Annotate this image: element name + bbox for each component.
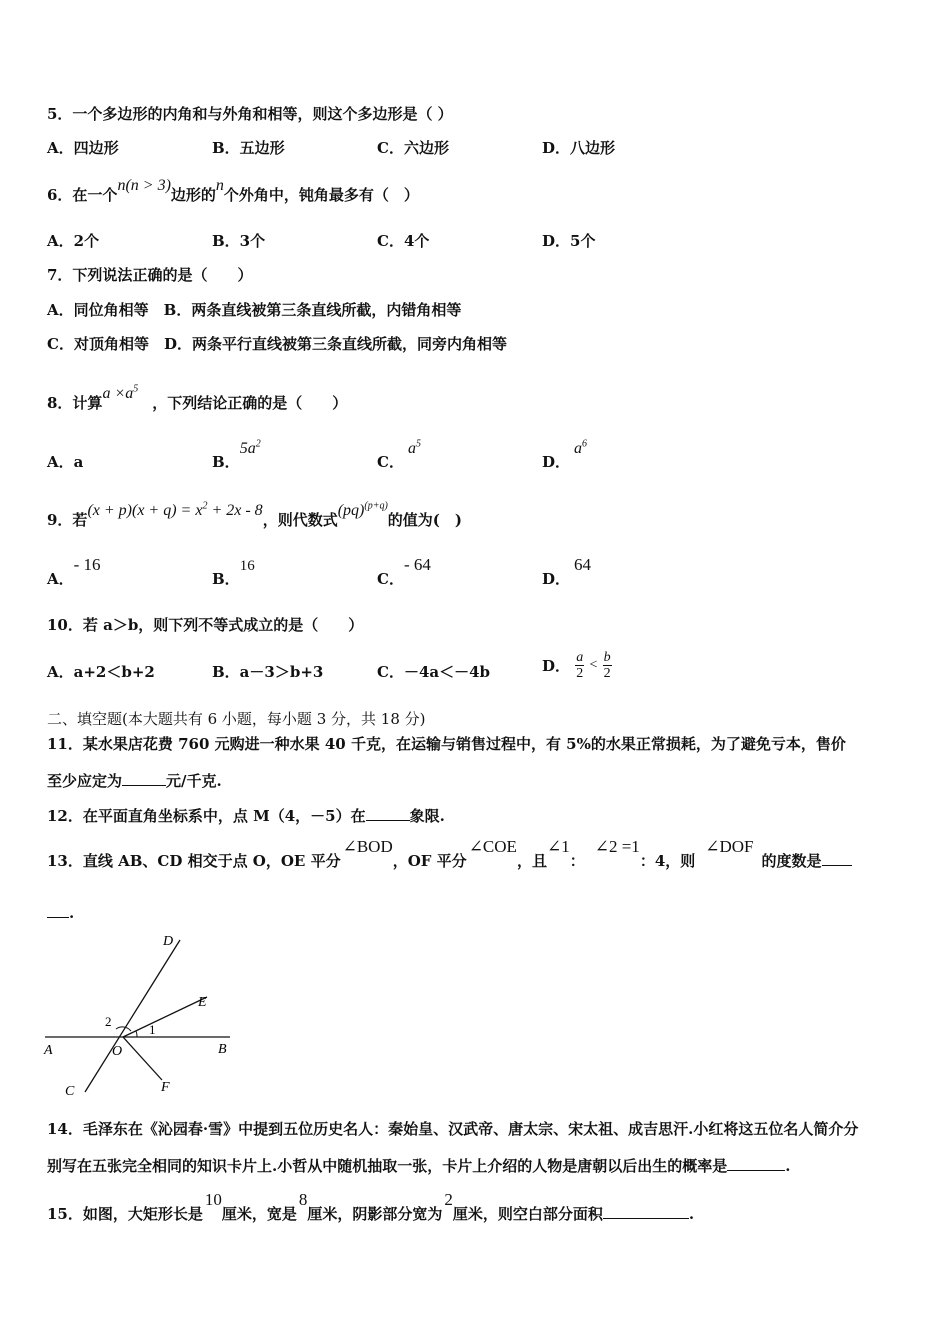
- q10-option-a: A．a+2＜b+2: [47, 663, 155, 681]
- label-o: O: [112, 1044, 123, 1059]
- q15-tail: .: [688, 1205, 695, 1223]
- q9-option-d: [542, 555, 592, 589]
- q15-part4: 厘米，则空白部分面积: [452, 1205, 603, 1223]
- q15-part3: 厘米，阴影部分宽为: [307, 1205, 443, 1223]
- q8-option-d: [542, 438, 588, 472]
- q8-label-a: A．: [47, 453, 74, 471]
- q9-option-b: [212, 558, 255, 589]
- q9-equation-exp: 2: [202, 500, 208, 512]
- q10-label-d: D．: [542, 657, 571, 675]
- q8-label-c: C．: [377, 453, 404, 471]
- q8-option-b: [212, 438, 261, 472]
- q9-mid: ，则代数式: [262, 511, 338, 529]
- q8-value-b-base: 5a: [239, 440, 256, 457]
- q10-fraction-a-den: 2: [576, 666, 584, 681]
- figure-13-diagram: [40, 928, 240, 1100]
- q8-math: [102, 385, 138, 402]
- label-angle-2: 2: [105, 1014, 112, 1029]
- q6-option-a: A．2个: [47, 232, 100, 250]
- q9-label-a: A．: [47, 570, 74, 588]
- q8-value-c: [408, 440, 421, 457]
- q8-math-base: a ×a: [102, 385, 134, 402]
- q10-option-c: C．－4a＜－4b: [377, 663, 491, 681]
- q5-option-a: A．四边形: [47, 139, 119, 157]
- label-a: A: [44, 1043, 53, 1058]
- q6-math-n: n(n > 3): [117, 177, 171, 194]
- q9-value-d: 64: [574, 555, 592, 574]
- q5-option-b: B．五边形: [212, 139, 285, 157]
- q6-option-c: C．4个: [377, 232, 430, 250]
- label-angle-1: 1: [149, 1022, 156, 1037]
- q9-label-b: B．: [212, 570, 240, 588]
- q8-value-c-exp: 5: [415, 438, 421, 450]
- q9-suffix: 的值为( ): [387, 511, 462, 529]
- question-13: [47, 837, 852, 871]
- question-13-cont: [47, 903, 74, 922]
- q9-value-c: - 64: [403, 555, 431, 574]
- question-8: [47, 383, 348, 413]
- q14-suffix: .: [785, 1157, 791, 1175]
- q12-suffix: 象限.: [409, 807, 445, 825]
- q11-prefix: 至少应定为: [47, 772, 123, 790]
- q15-answer-blank: [603, 1204, 689, 1219]
- q13-answer-blank-1: [822, 851, 852, 866]
- q8-option-a: [47, 451, 83, 472]
- question-9: [47, 500, 462, 530]
- q14-prefix: 别写在五张完全相同的知识卡片上.小哲从中随机抽取一张，卡片上介绍的人物是唐朝以后出生的概率是: [47, 1157, 728, 1175]
- question-7: 7．下列说法正确的是（ ）: [47, 266, 253, 284]
- q15-length: 10: [204, 1190, 222, 1209]
- q14-answer-blank: [727, 1156, 785, 1171]
- q10-less-than: <: [589, 657, 598, 673]
- q8-label-d: D．: [542, 453, 571, 471]
- q9-expression: [338, 502, 388, 519]
- q6-option-b: B．3个: [212, 232, 266, 250]
- q13-angle-dof: ∠DOF: [705, 837, 754, 856]
- q13-angle-coe: ∠COE: [468, 837, 517, 856]
- q9-value-a: - 16: [73, 555, 101, 574]
- q8-value-d: [574, 440, 587, 457]
- q10-fraction-a: [575, 650, 584, 681]
- q15-part2: 厘米，宽是: [221, 1205, 297, 1223]
- q6-suffix: 个外角中，钝角最多有（ ）: [223, 186, 419, 204]
- q13-answer-blank-2: [47, 903, 69, 918]
- label-f: F: [161, 1080, 170, 1095]
- q6-prefix: 6．在一个: [47, 186, 118, 204]
- q13-part2: ，OF 平分: [392, 852, 467, 870]
- q8-suffix: ，下列结论正确的是（ ）: [152, 394, 348, 412]
- q13-part1: 13．直线 AB、CD 相交于点 O，OE 平分: [47, 852, 341, 870]
- q13-part3: ，且: [516, 852, 547, 870]
- q8-value-d-exp: 6: [582, 438, 588, 450]
- q10-option-d: [542, 650, 612, 681]
- q9-expression-exp: (p+q): [364, 500, 388, 512]
- ray-oe: [123, 997, 207, 1037]
- question-14-line1: 14．毛泽东在《沁园春·雪》中提到五位历史名人：秦始皇、汉武帝、唐太宗、宋太祖、成吉思汗.小红将这五位名人简介分: [47, 1120, 859, 1138]
- q11-suffix: 元/千克.: [166, 772, 222, 790]
- q5-option-c: C．六边形: [377, 139, 449, 157]
- q13-angle-1: ∠1: [546, 837, 570, 856]
- q9-label-c: C．: [377, 570, 404, 588]
- q6-mid: 边形的: [170, 186, 216, 204]
- q10-fraction-a-num: a: [576, 650, 584, 665]
- q9-option-c: [377, 555, 431, 589]
- q10-fraction-b: [603, 650, 612, 681]
- q10-fraction-b-den: 2: [603, 666, 611, 681]
- q13-angle-bod: ∠BOD: [342, 837, 393, 856]
- ray-of: [123, 1037, 162, 1080]
- question-5: 5．一个多边形的内角和与外角和相等，则这个多边形是（ ）: [47, 105, 453, 123]
- section-2-title: 二、填空题(本大题共有 6 小题，每小题 3 分，共 18 分): [47, 710, 426, 728]
- q9-label-d: D．: [542, 570, 571, 588]
- q8-label-b: B．: [212, 453, 240, 471]
- question-6: [47, 177, 419, 205]
- q13-part6: 的度数是: [761, 852, 822, 870]
- q10-option-b: B．a－3＞b+3: [212, 663, 324, 681]
- q13-angle-2: ∠2 =1: [594, 837, 640, 856]
- q15-width: 8: [298, 1190, 308, 1209]
- q8-value-d-base: a: [574, 440, 583, 457]
- question-11-line2: [47, 770, 222, 791]
- q9-equation-right: + 2x - 8: [207, 502, 263, 519]
- q9-prefix: 9．若: [47, 511, 88, 529]
- question-10: 10．若 a＞b，则下列不等式成立的是（ ）: [47, 616, 364, 634]
- question-11-line1: 11．某水果店花费 760 元购进一种水果 40 千克，在运输与销售过程中，有 5%的水果正常损耗，为了避免亏本，售价: [47, 735, 846, 753]
- label-b: B: [218, 1042, 227, 1057]
- q9-equation-left: (x + p)(x + q) = x: [87, 502, 203, 519]
- q6-option-d: D．5个: [542, 232, 596, 250]
- q12-prefix: 12．在平面直角坐标系中，点 M（4，－5）在: [47, 807, 366, 825]
- angle-1-arc: [136, 1031, 137, 1037]
- q15-shadow-width: 2: [444, 1190, 453, 1209]
- q8-value-b-exp: 2: [255, 438, 261, 450]
- q13-tail: .: [69, 904, 75, 922]
- label-d: D: [163, 934, 174, 949]
- question-15: [47, 1190, 695, 1224]
- question-14-line2: [47, 1155, 790, 1176]
- label-e: E: [198, 995, 207, 1010]
- q6-math-n2: n: [215, 177, 224, 194]
- q8-prefix: 8．计算: [47, 394, 103, 412]
- q9-equation: [87, 502, 262, 519]
- q13-part4: ：: [569, 852, 585, 870]
- question-12: [47, 805, 445, 826]
- q12-answer-blank: [366, 806, 410, 821]
- q13-part5: ：4，则: [639, 852, 696, 870]
- q9-option-a: [47, 555, 101, 589]
- q8-value-a: a: [73, 453, 84, 471]
- q15-part1: 15．如图，大矩形长是: [47, 1205, 203, 1223]
- q7-options-line2: C．对顶角相等 D．两条平行直线被第三条直线所截，同旁内角相等: [47, 335, 507, 353]
- q7-options-line1: A．同位角相等 B．两条直线被第三条直线所截，内错角相等: [47, 301, 462, 319]
- q11-answer-blank: [122, 771, 166, 786]
- q8-value-c-base: a: [407, 440, 416, 457]
- q8-option-c: [377, 438, 421, 472]
- q8-value-b: [240, 440, 261, 457]
- q8-math-exp: 5: [133, 383, 139, 395]
- q10-fraction-b-num: b: [603, 650, 611, 665]
- q9-expression-base: (pq): [337, 502, 365, 519]
- q9-value-b: 16: [239, 558, 255, 574]
- label-c: C: [65, 1084, 75, 1099]
- q5-option-d: D．八边形: [542, 139, 616, 157]
